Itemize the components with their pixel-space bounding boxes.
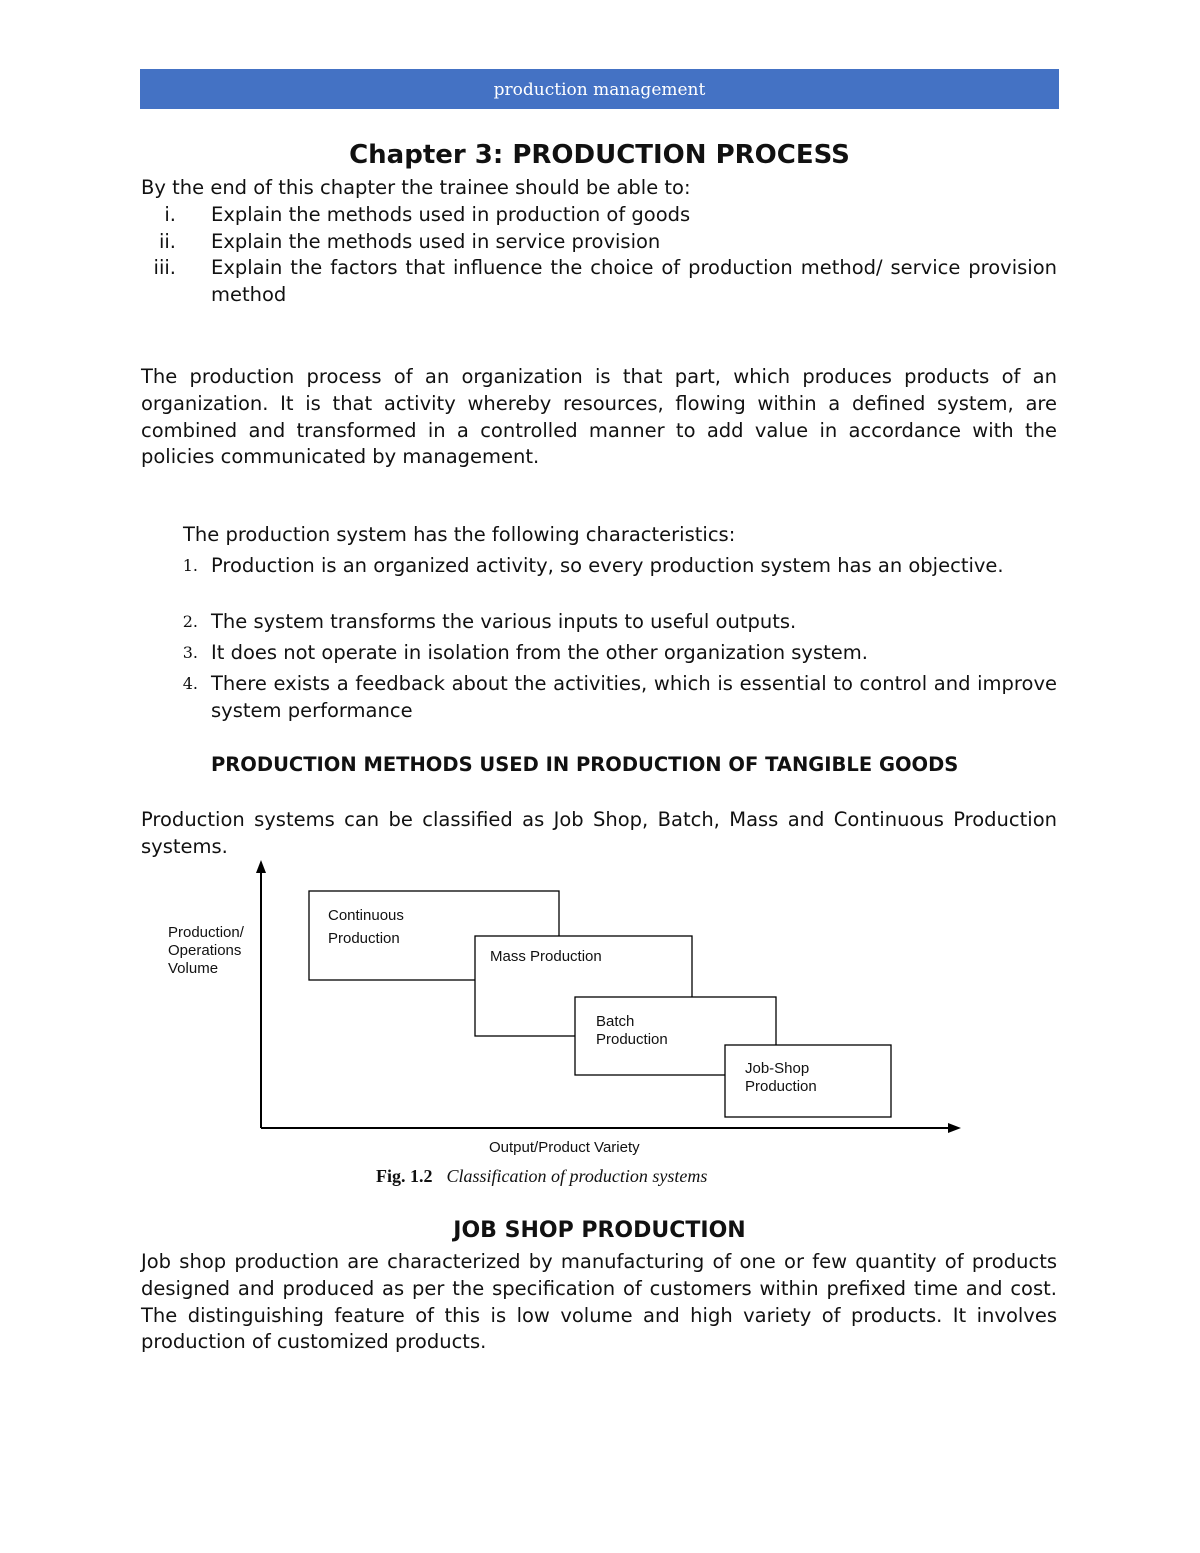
characteristic-marker: 3. [182, 643, 198, 662]
job-shop-heading: JOB SHOP PRODUCTION [453, 1218, 746, 1243]
continuous-box-label-line: Production [328, 930, 400, 947]
x-axis-arrow-icon [948, 1123, 961, 1133]
y-axis-label-line: Volume [168, 960, 219, 977]
characteristics-intro: The production system has the following characteristics: [183, 523, 736, 546]
job-shop-box-label-line: Job-Shop [745, 1060, 810, 1077]
characteristic-text: It does not operate in isolation from the other organization system. [211, 641, 868, 664]
y-axis-label-line: Production/ [168, 924, 244, 941]
characteristic-marker: 2. [182, 612, 198, 631]
job-shop-box-label-line: Production [745, 1078, 817, 1095]
chapter-title: Chapter 3: PRODUCTION PROCESS [349, 140, 850, 170]
objectives-intro: By the end of this chapter the trainee should be able to: [141, 176, 691, 199]
objective-text: Explain the methods used in production of goods [211, 203, 691, 226]
figure-caption-label: Fig. 1.2 [376, 1166, 433, 1186]
characteristic-marker: 4. [182, 674, 198, 693]
figure-caption-text: Classification of production systems [446, 1166, 708, 1186]
characteristic-text: There exists a feedback about the activities, which is essential to control and improve system performance [211, 672, 1057, 722]
characteristic-marker: 1. [182, 556, 198, 575]
continuous-box-label-line: Continuous [328, 907, 404, 924]
batch-box-label-line: Batch [596, 1013, 635, 1030]
job-shop-paragraph: Job shop production are characterized by manufacturing of one or few quantity of products designed and produced as per the specification of customers within prefixed time and cost. The distinguishing feature of this is low volume and high variety of products. It involves production of customized products. [141, 1250, 1057, 1354]
page-header-text: production management [493, 80, 706, 100]
production-process-paragraph: The production process of an organization is that part, which produces products of an organization. It is that activity whereby resources, flowing within a defined system, are combined and transformed in a controlled manner to add value in accordance with the policies communicated by management. [141, 365, 1057, 469]
figure-caption [376, 1166, 707, 1187]
mass-box-label: Mass Production [490, 948, 602, 965]
objective-marker: i. [164, 203, 176, 226]
objective-text: Explain the factors that influence the choice of production method/ service provision method [211, 256, 1057, 306]
objective-marker: iii. [153, 256, 176, 279]
x-axis-label: Output/Product Variety [489, 1139, 640, 1156]
characteristic-text: The system transforms the various inputs to useful outputs. [211, 610, 797, 633]
y-axis-arrow-icon [256, 860, 266, 873]
batch-box-label-line: Production [596, 1031, 668, 1048]
characteristic-text: Production is an organized activity, so every production system has an objective. [211, 554, 1004, 577]
objective-marker: ii. [158, 230, 176, 253]
classification-paragraph: Production systems can be classified as Job Shop, Batch, Mass and Continuous Production systems. [141, 808, 1057, 858]
objective-text: Explain the methods used in service provision [211, 230, 661, 253]
y-axis-label-line: Operations [168, 942, 242, 959]
section-heading-production-methods: PRODUCTION METHODS USED IN PRODUCTION OF TANGIBLE GOODS [211, 753, 959, 776]
